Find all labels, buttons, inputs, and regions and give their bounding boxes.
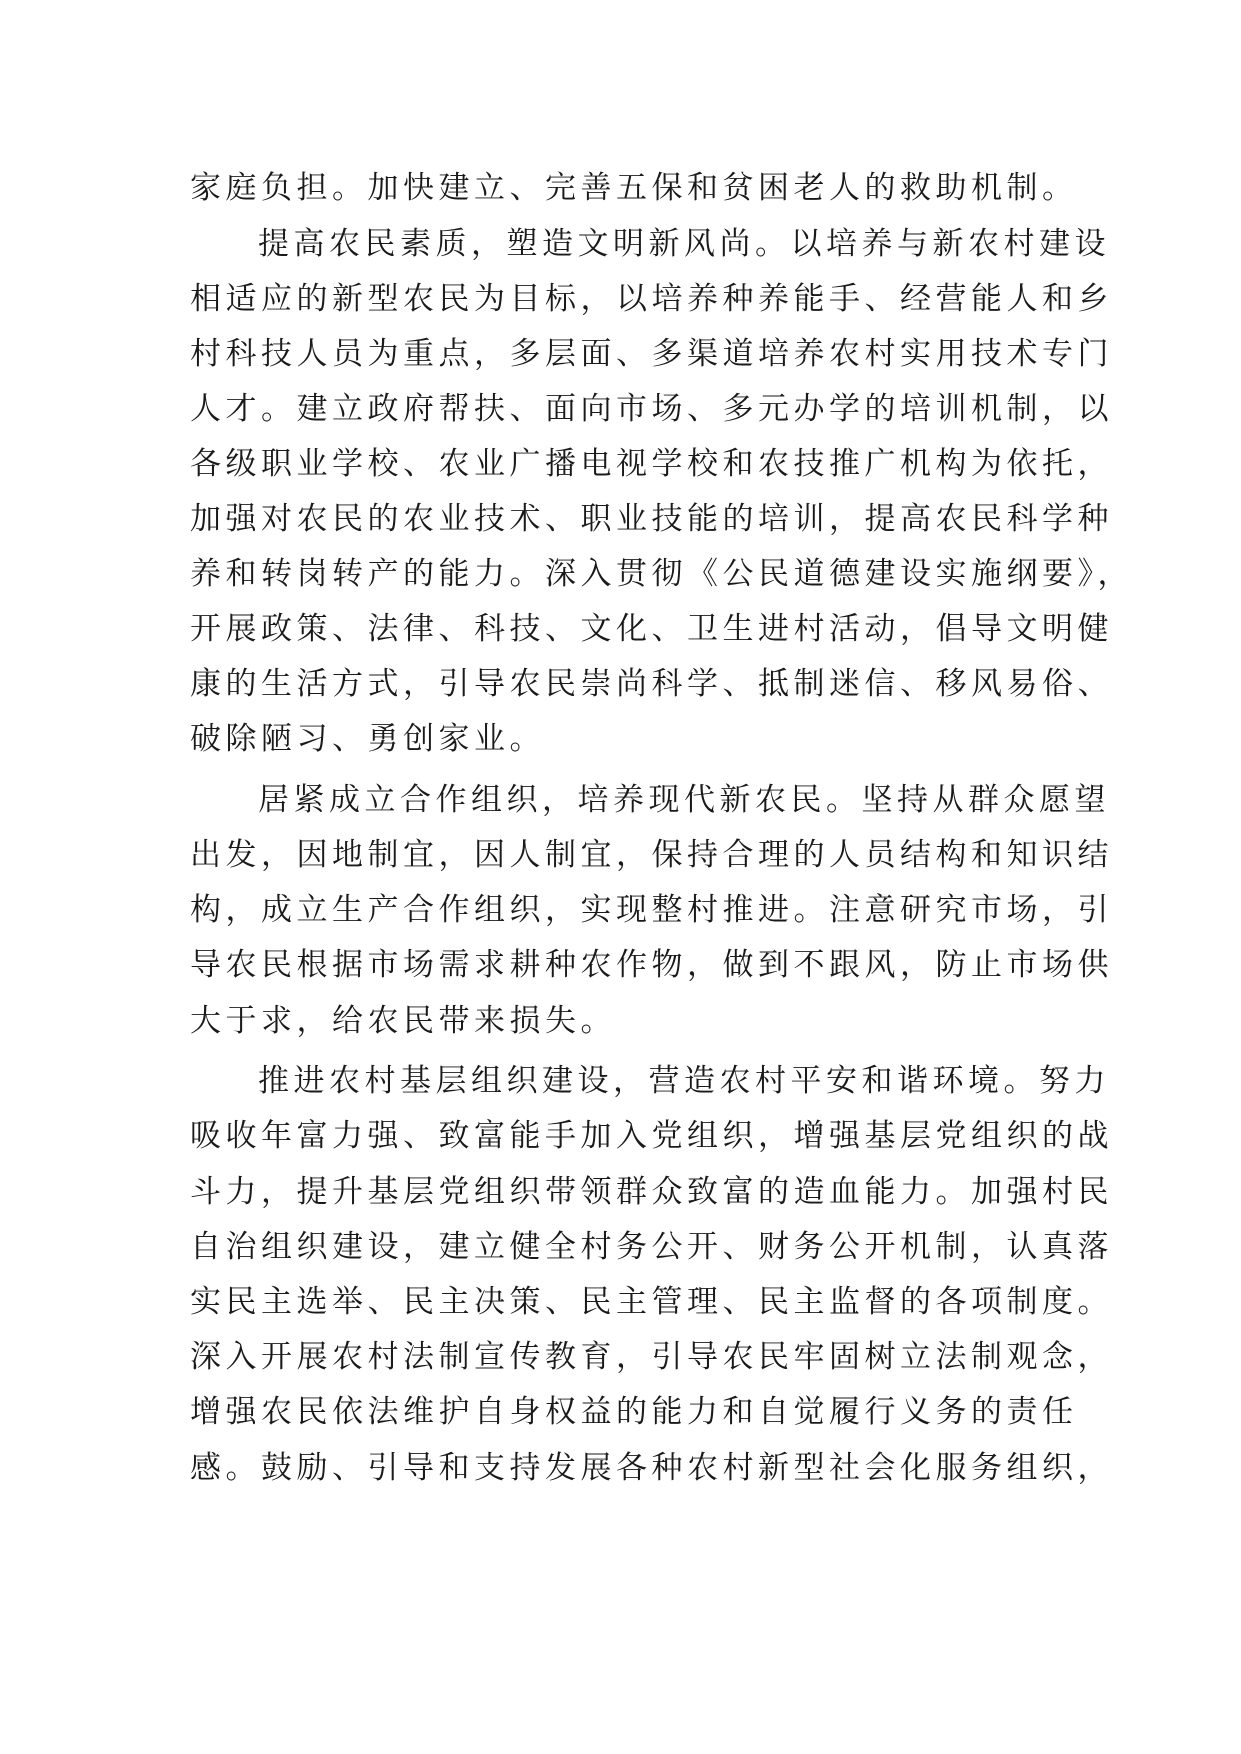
text-line: 斗力，提升基层党组织带领群众致富的造血能力。加强村民 (190, 1174, 1113, 1210)
text-line: 构，成立生产合作组织，实现整村推进。注意研究市场，引 (190, 892, 1113, 928)
paragraph-first-line: 推进农村基层组织建设，营造农村平安和谐环境。努力 (258, 1063, 1110, 1099)
paragraph-first-line: 居紧成立合作组织，培养现代新农民。坚持从群众愿望 (258, 782, 1110, 818)
text-line: 加强对农民的农业技术、职业技能的培训，提高农民科学种 (190, 501, 1113, 537)
text-line: 出发，因地制宜，因人制宜，保持合理的人员结构和知识结 (190, 837, 1113, 873)
text-line: 深入开展农村法制宣传教育，引导农民牢固树立法制观念， (190, 1339, 1113, 1375)
text-line: 各级职业学校、农业广播电视学校和农技推广机构为依托， (190, 446, 1113, 482)
text-line: 实民主选举、民主决策、民主管理、民主监督的各项制度。 (190, 1284, 1113, 1320)
text-line: 增强农民依法维护自身权益的能力和自觉履行义务的责任 (190, 1394, 1078, 1430)
text-line: 养和转岗转产的能力。深入贯彻《公民道德建设实施纲要》， (190, 556, 1133, 592)
text-line: 自治组织建设，建立健全村务公开、财务公开机制，认真落 (190, 1229, 1113, 1265)
text-line: 村科技人员为重点，多层面、多渠道培养农村实用技术专门 (190, 336, 1113, 372)
paragraph-first-line: 提高农民素质，塑造文明新风尚。以培养与新农村建设 (258, 226, 1110, 262)
text-line: 开展政策、法律、科技、文化、卫生进村活动，倡导文明健 (190, 611, 1113, 647)
text-line: 大于求，给农民带来损失。 (190, 1003, 616, 1039)
text-line: 吸收年富力强、致富能手加入党组织，增强基层党组织的战 (190, 1118, 1113, 1154)
text-line: 相适应的新型农民为目标，以培养种养能手、经营能人和乡 (190, 281, 1113, 317)
text-line: 家庭负担。加快建立、完善五保和贫困老人的救助机制。 (190, 170, 1078, 206)
text-line: 康的生活方式，引导农民崇尚科学、抵制迷信、移风易俗、 (190, 666, 1113, 702)
text-line: 感。鼓励、引导和支持发展各种农村新型社会化服务组织， (190, 1450, 1113, 1486)
text-line: 破除陋习、勇创家业。 (190, 721, 545, 757)
text-line: 导农民根据市场需求耕种农作物，做到不跟风，防止市场供 (190, 947, 1113, 983)
text-line: 人才。建立政府帮扶、面向市场、多元办学的培训机制，以 (190, 391, 1113, 427)
